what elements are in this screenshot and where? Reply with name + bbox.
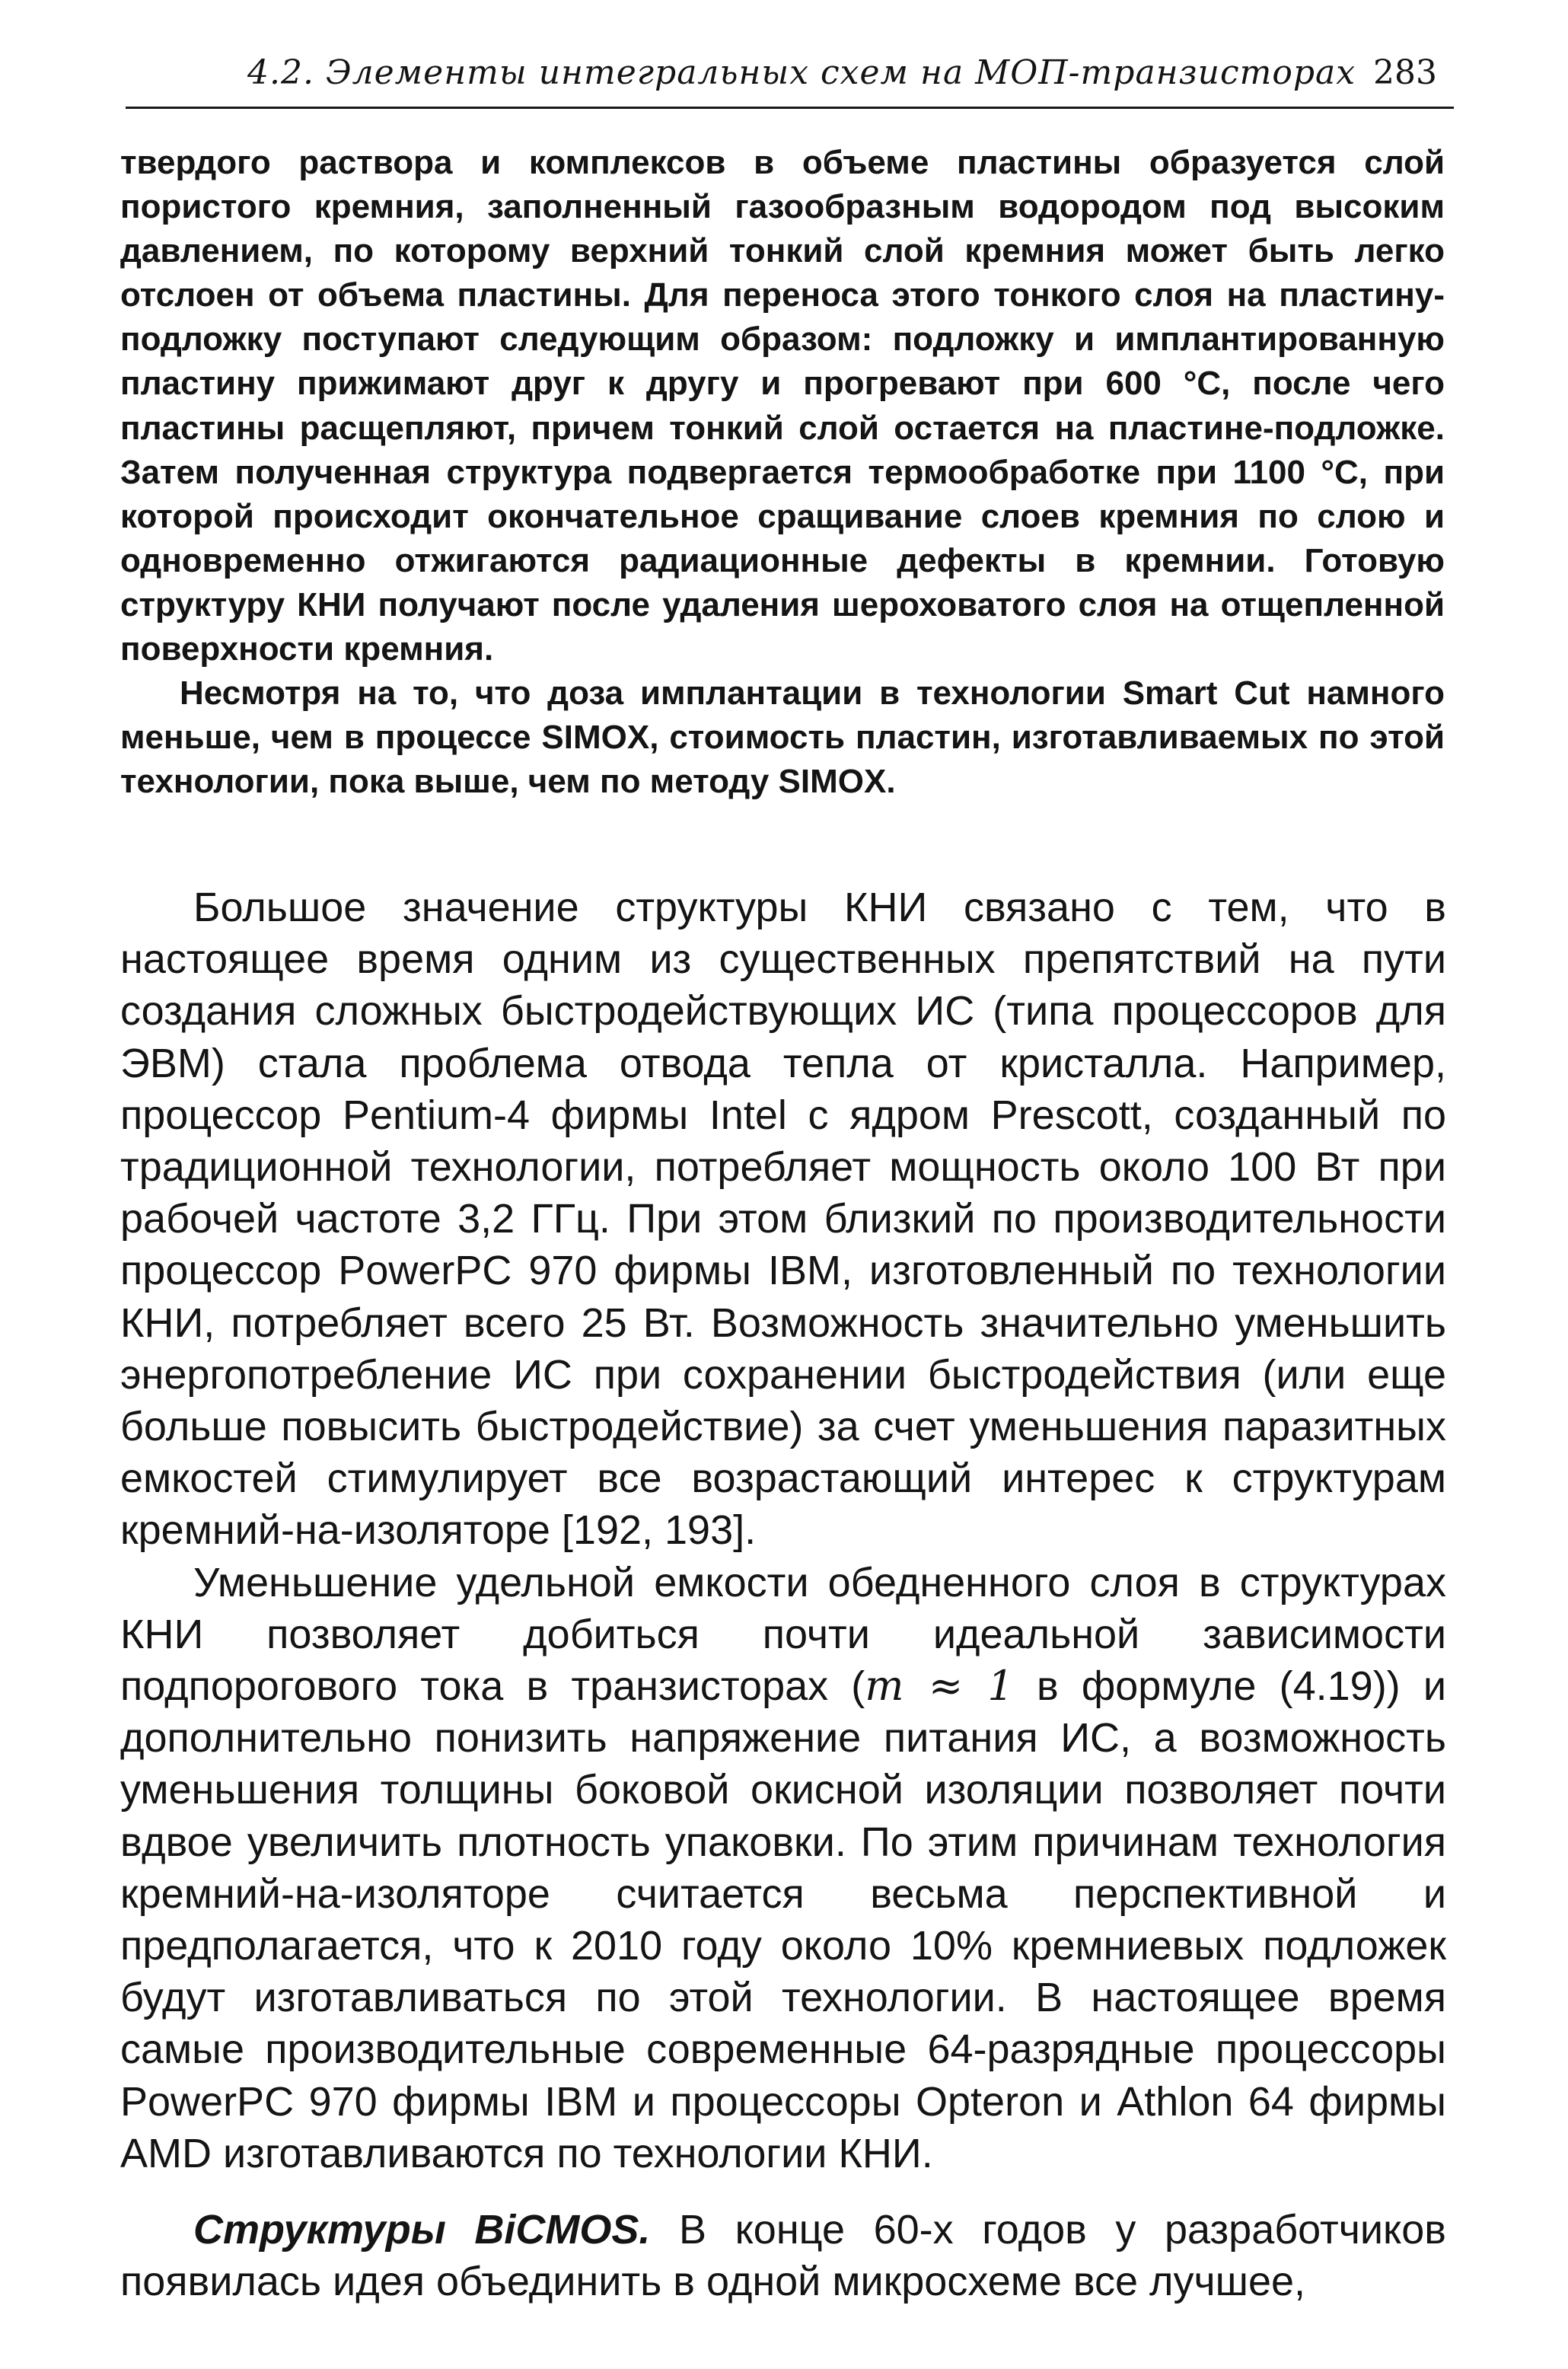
small-paragraph-1: твердого раствора и комплексов в объеме пластины образуется слой пористого кремния, заполненный газообразным водородом под высоким давлением, по которому верхний тонкий слой кремния может быть легко отслоен от объема пластины. Для переноса этого тонкого слоя на пластину-подложку поступают следующим образом: подложку и имплантированную пластину прижимают друг к другу и прогревают при 600 °C, после чего пластины расщепляют, причем тонкий слой остается на пластине-подложке. Затем полученная структура подвергается термообработке при 1100 °C, при которой происходит окончательное сращивание слоев кремния по слою и одновременно отжигаются радиационные дефекты в кремнии. Готовую структуру КНИ получают после удаления шероховатого слоя на отщепленной поверхности кремния.: [120, 144, 1445, 668]
small-paragraph-2: Несмотря на то, что доза имплантации в технологии Smart Cut намного меньше, чем в процессе SIMOX, стоимость пластин, изготавливаемых по этой технологии, пока выше, чем по методу SIMOX.: [120, 674, 1445, 801]
paragraph-2-text-start: Уменьшение удельной емкости обедненного слоя в структурах КНИ позволяет добиться почти идеальной зависимости подпорогового тока в транзисторах (: [120, 1559, 1446, 1710]
header-title: 4.2. Элементы интегральных схем на МОП-транзисторах: [247, 53, 1356, 92]
page-number: 283: [1373, 53, 1437, 92]
running-header: [126, 47, 1454, 109]
paragraph-2-text-end: в формуле (4.19)) и дополнительно понизить напряжение питания ИС, а возможность уменьшения толщины боковой окисной изоляции позволяет почти вдвое увеличить плотность упаковки. По этим причинам технология кремний-на-изоляторе считается весьма перспективной и предполагается, что к 2010 году около 10% кремниевых подложек будут изготавливаться по этой технологии. В настоящее время самые производительные современные 64-разрядные процессоры PowerPC 970 фирмы IBM и процессоры Opteron и Athlon 64 фирмы AMD изготавливаются по технологии КНИ.: [120, 1663, 1446, 2176]
section-run-in-heading: Структуры BiCMOS.: [193, 2207, 651, 2253]
formula-inline: m ≈ 1: [865, 1662, 1014, 1711]
main-paragraph-3: [120, 2204, 1446, 2307]
main-paragraph-1: Большое значение структуры КНИ связано с тем, что в настоящее время одним из существенных препятствий на пути создания сложных быстродействующих ИС (типа процессоров для ЭВМ) стала проблема отвода тепла от кристалла. Например, процессор Pentium-4 фирмы Intel с ядром Prescott, созданный по традиционной технологии, потребляет мощность около 100 Вт при рабочей частоте 3,2 ГГц. При этом близкий по производительности процессор PowerPC 970 фирмы IBM, изготовленный по технологии КНИ, потребляет всего 25 Вт. Возможность значительно уменьшить энергопотребление ИС при сохранении быстродействия (или еще больше повысить быстродействие) за счет уменьшения паразитных емкостей стимулирует все возрастающий интерес к структурам кремний-на-изоляторе [192, 193].: [120, 885, 1446, 1554]
small-print-section: [120, 141, 1445, 804]
paragraph-3-text: В конце 60-х годов у разработчиков появилась идея объединить в одной микросхеме все лучшее,: [120, 2207, 1446, 2305]
main-text-section: [120, 882, 1446, 2307]
main-paragraph-2: [120, 1557, 1446, 2179]
